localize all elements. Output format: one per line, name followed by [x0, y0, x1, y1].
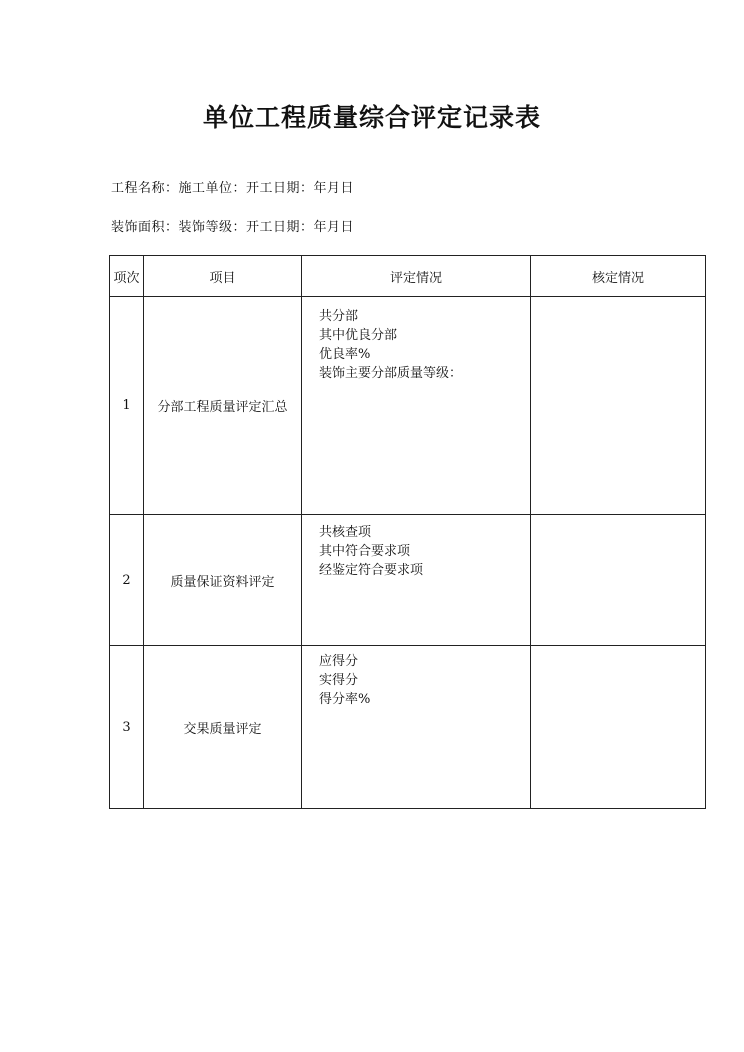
evaluation-line: 其中优良分部 — [319, 328, 398, 343]
evaluation-line: 装饰主要分部质量等级： — [319, 366, 463, 381]
evaluation-line: 共分部 — [319, 309, 359, 324]
header-verification: 核定情况 — [531, 256, 706, 297]
table-row — [110, 515, 706, 646]
table-row — [110, 646, 706, 809]
row-evaluation — [302, 297, 531, 515]
row-verification[interactable] — [531, 515, 706, 646]
row-item: 分部工程质量评定汇总 — [144, 297, 302, 515]
evaluation-line: 应得分 — [319, 654, 359, 669]
evaluation-line: 共核查项 — [319, 525, 372, 540]
row-index: 2 — [110, 515, 144, 646]
evaluation-line: 经鉴定符合要求项 — [319, 563, 424, 578]
row-verification[interactable] — [531, 646, 706, 809]
document-title: 单位工程质量综合评定记录表 — [202, 103, 541, 132]
header-item: 项目 — [144, 256, 302, 297]
evaluation-table — [109, 255, 706, 809]
evaluation-line: 优良率% — [319, 347, 371, 362]
evaluation-line: 实得分 — [319, 673, 359, 688]
header-evaluation: 评定情况 — [302, 256, 531, 297]
project-info-line: 工程名称：施工单位：开工日期：年月日 — [111, 181, 355, 196]
header-index: 项次 — [110, 256, 144, 297]
evaluation-line: 得分率% — [319, 692, 371, 707]
row-verification[interactable] — [531, 297, 706, 515]
table-header-row — [110, 256, 706, 297]
row-item: 交果质量评定 — [144, 646, 302, 809]
row-evaluation — [302, 515, 531, 646]
row-item: 质量保证资料评定 — [144, 515, 302, 646]
evaluation-line: 其中符合要求项 — [319, 544, 411, 559]
row-index: 1 — [110, 297, 144, 515]
table-row — [110, 297, 706, 515]
decoration-info-line: 装饰面积：装饰等级：开工日期：年月日 — [111, 220, 355, 235]
row-evaluation — [302, 646, 531, 809]
row-index: 3 — [110, 646, 144, 809]
